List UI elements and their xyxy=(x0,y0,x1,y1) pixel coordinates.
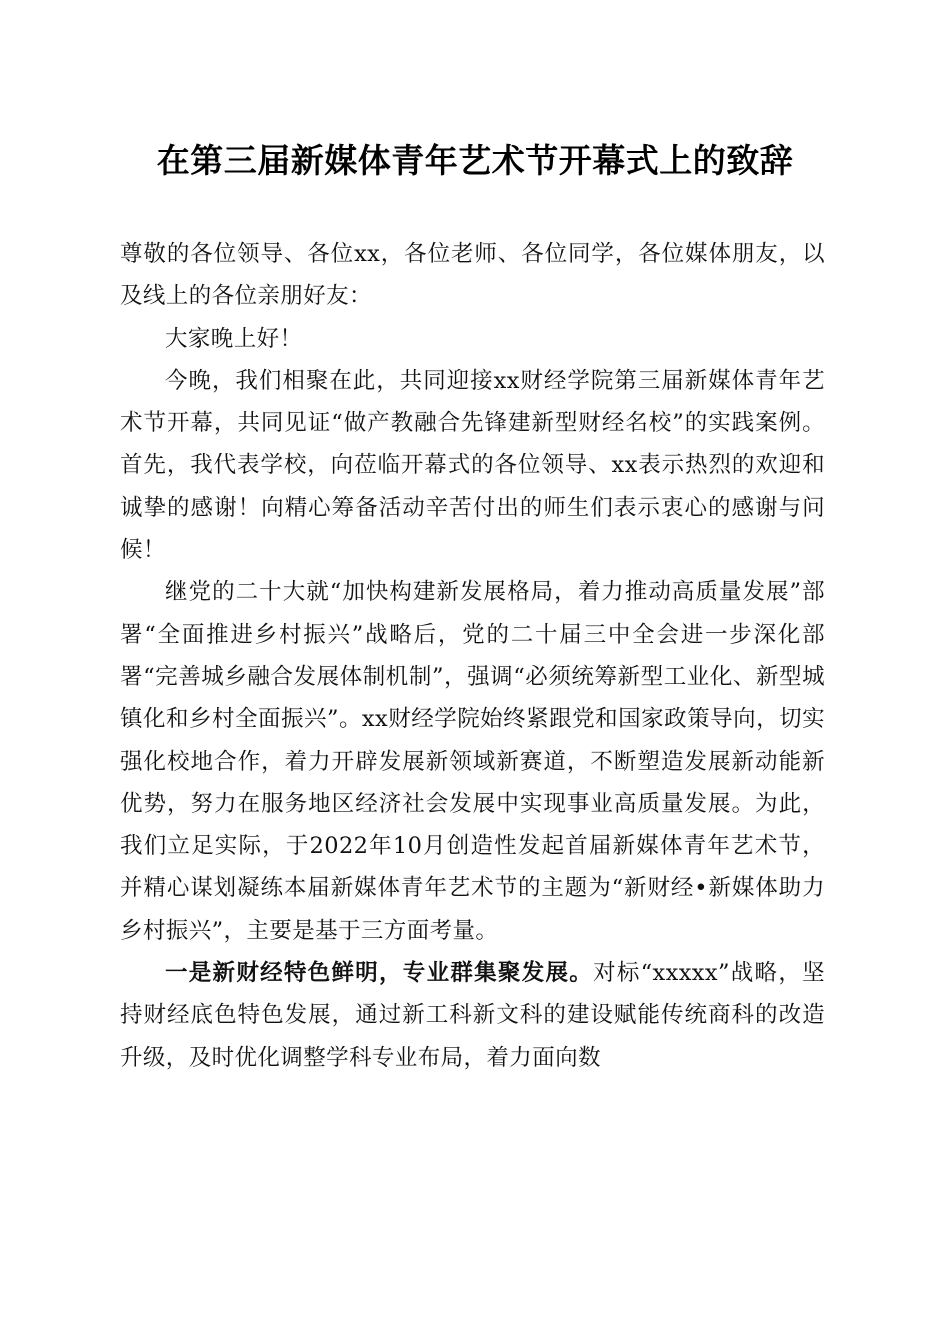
paragraph-lead-sentence: 一是新财经特色鲜明，专业群集聚发展。 xyxy=(165,960,594,987)
greeting: 大家晚上好！ xyxy=(165,325,303,352)
salutation: 尊敬的各位领导、各位xx，各位老师、各位同学，各位媒体朋友，以及线上的各位亲朋好友： xyxy=(120,241,825,310)
paragraph-first-consideration xyxy=(120,952,825,1079)
paragraph-continuation: 对标“xxxxx”战略，坚持财经底色特色发展，通过新工科新文科的建设赋能传统商科的改造升级，及时优化调整学科专业布局，着力面向数 xyxy=(120,960,825,1071)
paragraph-opening: 今晚，我们相聚在此，共同迎接xx财经学院第三届新媒体青年艺术节开幕，共同见证“做产教融合先锋建新型财经名校”的实践案例。首先，我代表学校，向莅临开幕式的各位领导、xx表示热烈的欢迎和诚挚的感谢！向精心筹备活动辛苦付出的师生们表示衷心的感谢与问候！ xyxy=(120,367,825,564)
document-title: 在第三届新媒体青年艺术节开幕式上的致辞 xyxy=(156,141,794,180)
paragraph-policy-background: 继党的二十大就“加快构建新发展格局，着力推动高质量发展”部署“全面推进乡村振兴”战略后，党的二十届三中全会进一步深化部署“完善城乡融合发展体制机制”，强调“必须统筹新型工业化、新型城镇化和乡村全面振兴”。xx财经学院始终紧跟党和国家政策导向，切实强化校地合作，着力开辟发展新领域新赛道，不断塑造发展新动能新优势，努力在服务地区经济社会发展中实现事业高质量发展。为此，我们立足实际，于2022年10月创造性发起首届新媒体青年艺术节，并精心谋划凝练本届新媒体青年艺术节的主题为“新财经•新媒体助力乡村振兴”，主要是基于三方面考量。 xyxy=(120,579,825,944)
document-body xyxy=(120,233,825,1079)
